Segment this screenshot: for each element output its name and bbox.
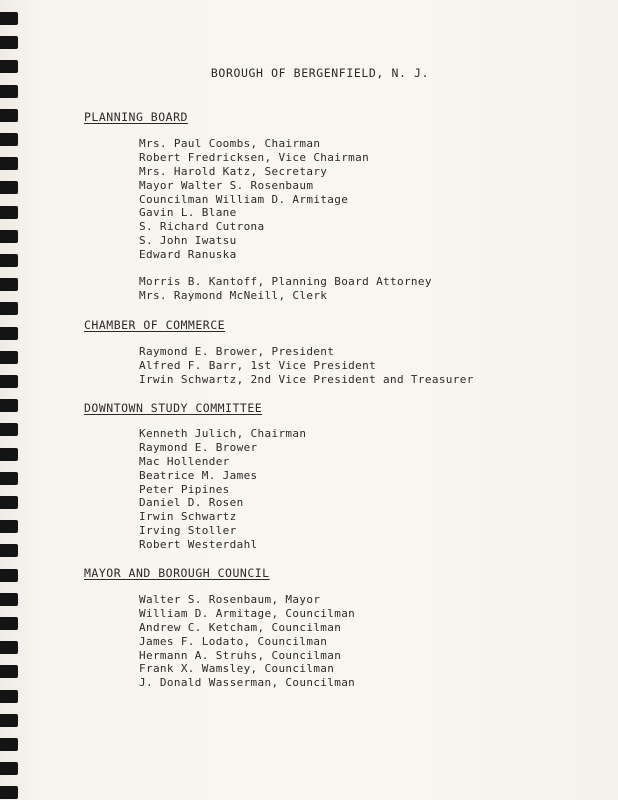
list-item: Robert Fredricksen, Vice Chairman (139, 150, 370, 164)
binding-tab (0, 496, 18, 509)
binding-tab (0, 762, 18, 775)
list-item: Councilman William D. Armitage (139, 192, 349, 206)
binding-tab (0, 423, 18, 436)
list-item: Mayor Walter S. Rosenbaum (139, 178, 314, 192)
list-item: Irwin Schwartz (139, 510, 237, 524)
binding-tab (0, 36, 18, 49)
binding-tab (0, 327, 18, 340)
binding-tab (0, 617, 18, 630)
list-item: James F. Lodato, Councilman (139, 634, 328, 648)
mayor-and-borough-council-member-list (139, 593, 355, 690)
binding-tab (0, 738, 18, 751)
comb-binding (0, 0, 20, 800)
binding-tab (0, 714, 18, 727)
binding-tab (0, 12, 18, 25)
binding-tab (0, 448, 18, 461)
binding-tab (0, 157, 18, 170)
list-item: Frank X. Wamsley, Councilman (139, 662, 335, 676)
list-item: Mrs. Paul Coombs, Chairman (139, 137, 321, 150)
section-heading-planning-board: PLANNING BOARD (84, 110, 188, 124)
binding-tab (0, 593, 18, 606)
binding-tab (0, 544, 18, 557)
binding-tab (0, 472, 18, 485)
list-item: William D. Armitage, Councilman (139, 606, 356, 620)
planning-board-member-list (139, 137, 369, 262)
list-item: S. Richard Cutrona (139, 220, 265, 234)
list-item: Irving Stoller (139, 524, 237, 538)
list-item: Hermann A. Struhs, Councilman (139, 648, 342, 662)
list-item: J. Donald Wasserman, Councilman (139, 676, 356, 690)
binding-tab (0, 569, 18, 582)
binding-tab (0, 520, 18, 533)
list-item: Daniel D. Rosen (139, 496, 244, 510)
list-item: Andrew C. Ketcham, Councilman (139, 620, 342, 634)
binding-tab (0, 254, 18, 267)
list-item: Beatrice M. James (139, 468, 258, 482)
list-item: Mrs. Harold Katz, Secretary (139, 164, 328, 178)
binding-tab (0, 85, 18, 98)
list-item: Peter Pipines (139, 482, 230, 496)
page-title: BOROUGH OF BERGENFIELD, N. J. (210, 66, 430, 80)
binding-tab (0, 399, 18, 412)
list-item: Robert Westerdahl (139, 538, 258, 552)
binding-tab (0, 641, 18, 654)
list-item: Raymond E. Brower, President (139, 345, 335, 358)
binding-tab (0, 351, 18, 364)
list-item: Mac Hollender (139, 454, 230, 468)
list-item: Morris B. Kantoff, Planning Board Attorney (139, 275, 432, 288)
binding-tab (0, 786, 18, 799)
binding-tab (0, 302, 18, 315)
planning-board-staff-list (139, 275, 432, 303)
chamber-of-commerce-member-list (139, 345, 474, 387)
list-item: Gavin L. Blane (139, 206, 237, 220)
section-heading-downtown-study-committee: DOWNTOWN STUDY COMMITTEE (84, 401, 263, 415)
list-item: Kenneth Julich, Chairman (139, 427, 307, 440)
list-item: Alfred F. Barr, 1st Vice President (139, 358, 377, 372)
downtown-study-committee-member-list (139, 427, 306, 552)
section-heading-mayor-and-borough-council: MAYOR AND BOROUGH COUNCIL (84, 566, 270, 580)
list-item: S. John Iwatsu (139, 234, 237, 248)
list-item: Raymond E. Brower (139, 440, 258, 454)
binding-tab (0, 133, 18, 146)
binding-tab (0, 665, 18, 678)
list-item: Irwin Schwartz, 2nd Vice President and Treasurer (139, 372, 474, 386)
section-heading-chamber-of-commerce: CHAMBER OF COMMERCE (84, 318, 226, 332)
binding-tab (0, 206, 18, 219)
binding-tab (0, 230, 18, 243)
binding-tab (0, 375, 18, 388)
list-item: Edward Ranuska (139, 248, 237, 262)
binding-tab (0, 690, 18, 703)
list-item: Walter S. Rosenbaum, Mayor (139, 593, 321, 606)
binding-tab (0, 109, 18, 122)
list-item: Mrs. Raymond McNeill, Clerk (139, 288, 328, 302)
binding-tab (0, 278, 18, 291)
binding-tab (0, 181, 18, 194)
